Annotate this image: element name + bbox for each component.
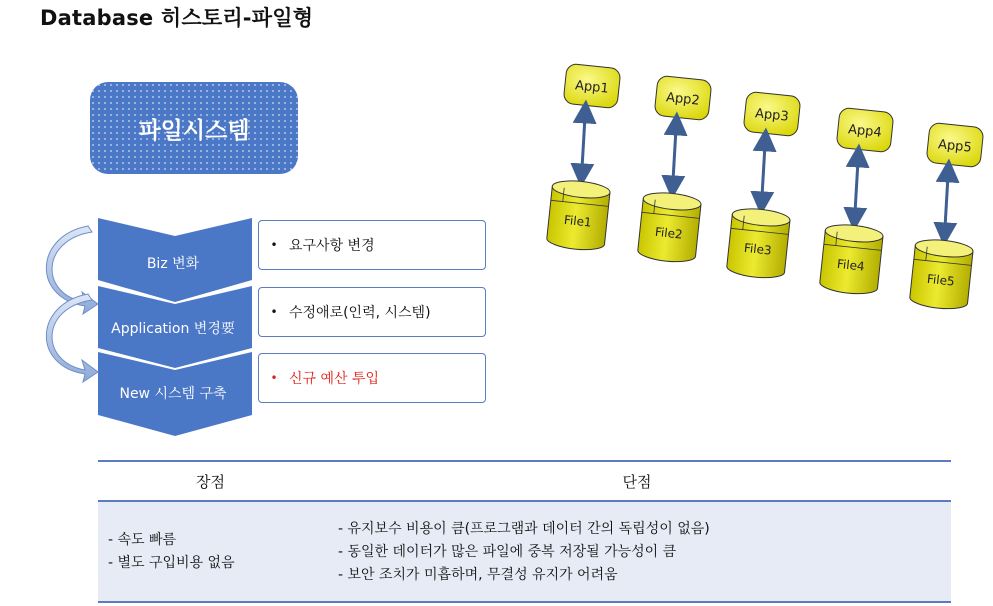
file-cylinder <box>546 178 611 252</box>
app-label: App5 <box>937 137 973 156</box>
cons-item: - 보안 조치가 미흡하며, 무결성 유지가 어려움 <box>338 567 618 583</box>
pros-item: - 별도 구입비용 없음 <box>108 555 235 571</box>
step-label-application: Application 변경要 <box>111 321 235 337</box>
bullet: • <box>270 305 278 319</box>
file-label: File1 <box>563 212 593 230</box>
step-label-biz: Biz 변화 <box>146 256 200 272</box>
header-pros: 장점 <box>196 472 225 491</box>
app-label: App1 <box>574 78 610 97</box>
step-desc-text: 요구사항 변경 <box>289 238 375 254</box>
bullet: • <box>270 371 278 385</box>
file-label: File4 <box>836 256 866 274</box>
bidirectional-arrow <box>942 170 952 234</box>
page-title: Database 히스토리-파일형 <box>40 6 314 30</box>
step-desc-1 <box>258 220 486 270</box>
file-cylinder <box>819 222 884 296</box>
header-cons: 단점 <box>622 472 652 491</box>
file-label: File3 <box>743 240 773 258</box>
file-cylinder <box>637 190 702 264</box>
step-desc-text: 신규 예산 투입 <box>289 371 380 387</box>
app-label: App3 <box>754 106 790 125</box>
table-body-row <box>98 502 951 603</box>
app-group-3 <box>726 91 803 280</box>
app-group-2 <box>637 75 714 264</box>
file-label: File5 <box>926 271 956 289</box>
cons-item: - 유지보수 비용이 큼(프로그램과 데이터 간의 독립성이 없음) <box>338 521 710 537</box>
cons-item: - 동일한 데이터가 많은 파일에 중복 저장될 가능성이 큼 <box>338 544 677 560</box>
bidirectional-arrow <box>852 155 862 219</box>
app-file-diagram <box>520 50 990 310</box>
bidirectional-arrow <box>670 123 680 187</box>
step-desc-3 <box>258 353 486 403</box>
file-system-box <box>90 82 298 174</box>
step-desc-text: 수정애로(인력, 시스템) <box>289 305 431 321</box>
file-label: File2 <box>654 224 684 242</box>
table-header-row <box>98 460 951 502</box>
pros-item: - 속도 빠름 <box>108 532 177 548</box>
step-label-new-system: New 시스템 구축 <box>119 386 227 402</box>
step-desc-2 <box>258 287 486 337</box>
file-system-label: 파일시스템 <box>138 117 250 144</box>
bullet: • <box>270 238 278 252</box>
file-cylinder <box>726 206 791 280</box>
bidirectional-arrow <box>579 111 589 175</box>
bidirectional-arrow <box>759 139 769 203</box>
pros-cons-table <box>98 460 951 603</box>
app-label: App4 <box>847 122 883 141</box>
app-label: App2 <box>665 90 701 109</box>
app-group-5 <box>909 122 986 310</box>
app-group-4 <box>819 107 896 296</box>
file-cylinder <box>909 237 974 310</box>
app-group-1 <box>546 63 623 252</box>
